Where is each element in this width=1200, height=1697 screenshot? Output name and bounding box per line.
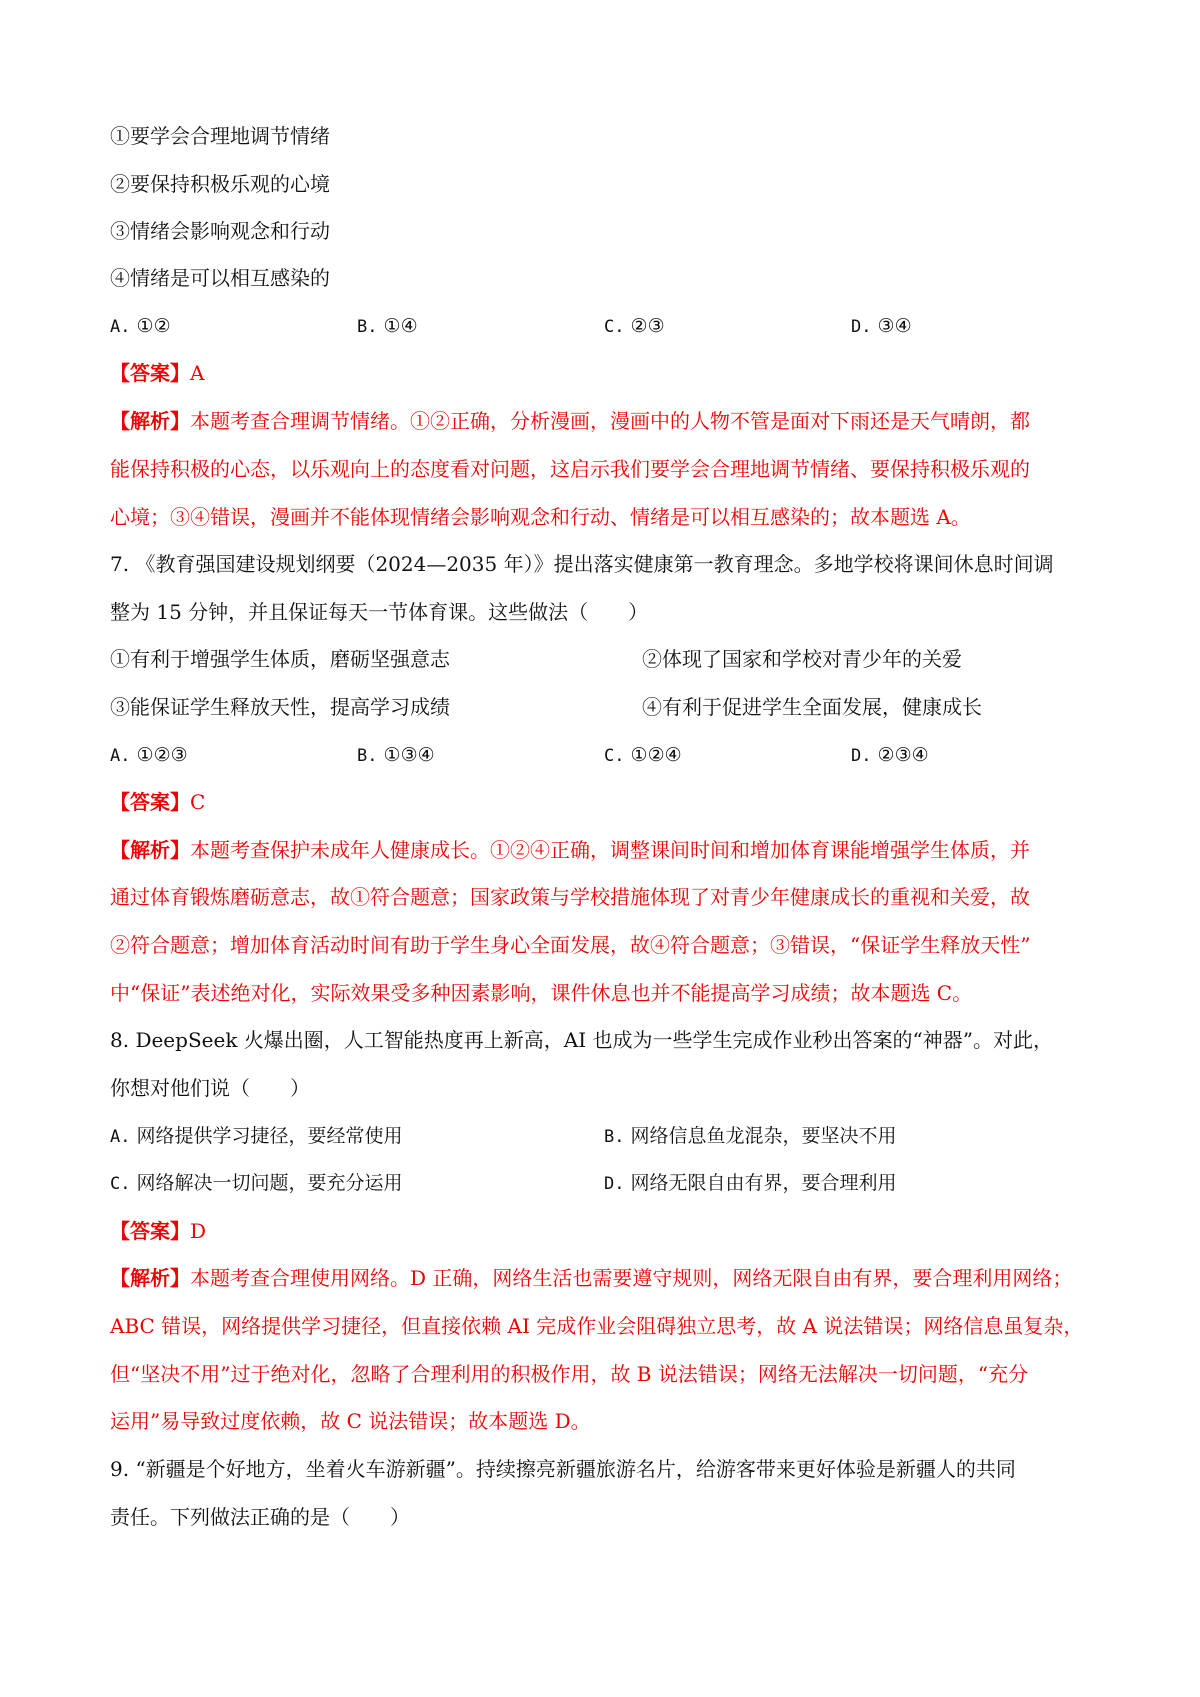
q6-option-d (851, 311, 912, 342)
option-text: ①③④ (383, 744, 435, 766)
option-letter: B. (604, 1127, 625, 1147)
q7-stem-line-2: 整为 15 分钟，并且保证每天一节体育课。这些做法（ ） (110, 600, 649, 624)
q7-option-c (604, 740, 682, 771)
q8-option-a (110, 1121, 403, 1152)
q8-analysis-line-1 (110, 1263, 1072, 1293)
q6-option-a (110, 311, 171, 342)
q7-statement-1: ①有利于增强学生体质，磨砺坚强意志 (110, 647, 450, 671)
option-letter: B. (357, 746, 378, 766)
q8-option-b (604, 1121, 897, 1152)
option-text: ①②④ (630, 744, 682, 766)
option-letter: C. (604, 317, 625, 337)
q7-statement-2: ②体现了国家和学校对青少年的关爱 (642, 647, 962, 671)
q7-stem-line-1: 7. 《教育强国建设规划纲要（2024—2035 年）》提出落实健康第一教育理念。多地学校将课间休息时间调 (110, 552, 1054, 576)
analysis-tag: 【解析】 (110, 1266, 190, 1290)
option-letter: A. (110, 1127, 131, 1147)
q6-statement-4: ④情绪是可以相互感染的 (110, 266, 330, 290)
q7-analysis-line-1 (110, 835, 1030, 865)
q6-answer (110, 358, 204, 388)
q7-option-d (851, 740, 929, 771)
option-letter: A. (110, 317, 131, 337)
q6-statement-1: ①要学会合理地调节情绪 (110, 124, 330, 148)
q8-analysis-line-2: ABC 错误，网络提供学习捷径，但直接依赖 AI 完成作业会阻碍独立思考，故 A 说法错误；网络信息虽复杂， (110, 1314, 1084, 1338)
answer-value: A (190, 361, 205, 385)
q7-analysis-line-2: 通过体育锻炼磨砺意志，故①符合题意；国家政策与学校措施体现了对青少年健康成长的重视和关爱，故 (110, 885, 1030, 909)
answer-value: D (190, 1219, 207, 1243)
option-text: 网络无限自由有界，要合理利用 (630, 1172, 897, 1194)
q7-answer (110, 787, 205, 817)
answer-tag: 【答案】 (110, 1219, 190, 1243)
answer-tag: 【答案】 (110, 361, 190, 385)
q8-analysis-line-3: 但“坚决不用”过于绝对化，忽略了合理利用的积极作用，故 B 说法错误；网络无法解决一切问题，“充分 (110, 1362, 1029, 1386)
q6-analysis-line-2: 能保持积极的心态，以乐观向上的态度看对问题，这启示我们要学会合理地调节情绪、要保持积极乐观的 (110, 457, 1030, 481)
analysis-text: 本题考查合理调节情绪。①②正确，分析漫画，漫画中的人物不管是面对下雨还是天气晴朗，都 (190, 409, 1030, 433)
q6-analysis-line-1 (110, 406, 1030, 436)
q9-stem-line-1: 9. “新疆是个好地方，坐着火车游新疆”。持续擦亮新疆旅游名片，给游客带来更好体验是新疆人的共同 (110, 1457, 1016, 1481)
q7-statement-3: ③能保证学生释放天性，提高学习成绩 (110, 695, 450, 719)
q6-statement-2: ②要保持积极乐观的心境 (110, 172, 330, 196)
option-text: 网络提供学习捷径，要经常使用 (136, 1125, 403, 1147)
analysis-tag: 【解析】 (110, 838, 190, 862)
q8-analysis-line-4: 运用”易导致过度依赖，故 C 说法错误；故本题选 D。 (110, 1409, 591, 1433)
q8-option-d (604, 1168, 897, 1199)
option-letter: D. (851, 317, 872, 337)
analysis-text: 本题考查合理使用网络。D 正确，网络生活也需要遵守规则，网络无限自由有界，要合理利用网络； (190, 1266, 1073, 1290)
option-text: ③④ (877, 315, 912, 337)
option-text: 网络解决一切问题，要充分运用 (136, 1172, 403, 1194)
option-text: 网络信息鱼龙混杂，要坚决不用 (630, 1125, 897, 1147)
q6-option-b (357, 311, 418, 342)
q8-stem-line-2: 你想对他们说（ ） (110, 1076, 310, 1100)
q6-analysis-line-3: 心境；③④错误，漫画并不能体现情绪会影响观念和行动、情绪是可以相互感染的；故本题选 A。 (110, 505, 971, 529)
option-text: ①④ (383, 315, 418, 337)
option-text: ①②③ (136, 744, 188, 766)
q8-option-c (110, 1168, 403, 1199)
option-letter: B. (357, 317, 378, 337)
analysis-text: 本题考查保护未成年人健康成长。①②④正确，调整课间时间和增加体育课能增强学生体质，并 (190, 838, 1030, 862)
answer-tag: 【答案】 (110, 790, 190, 814)
analysis-tag: 【解析】 (110, 409, 190, 433)
option-text: ②③④ (877, 744, 929, 766)
q8-stem-line-1: 8. DeepSeek 火爆出圈，人工智能热度再上新高，AI 也成为一些学生完成作业秒出答案的“神器”。对此， (110, 1028, 1053, 1052)
q7-option-b (357, 740, 435, 771)
q7-analysis-line-3: ②符合题意；增加体育活动时间有助于学生身心全面发展，故④符合题意；③错误，“保证学生释放天性” (110, 933, 1031, 957)
option-letter: C. (604, 746, 625, 766)
option-letter: D. (604, 1174, 625, 1194)
option-letter: A. (110, 746, 131, 766)
q6-option-c (604, 311, 665, 342)
option-letter: C. (110, 1174, 131, 1194)
q9-stem-line-2: 责任。下列做法正确的是（ ） (110, 1505, 410, 1529)
q7-statement-4: ④有利于促进学生全面发展，健康成长 (642, 695, 982, 719)
q8-answer (110, 1216, 206, 1246)
answer-value: C (190, 790, 206, 814)
option-text: ②③ (630, 315, 665, 337)
option-text: ①② (136, 315, 171, 337)
q7-option-a (110, 740, 188, 771)
q7-analysis-line-4: 中“保证”表述绝对化，实际效果受多种因素影响，课件休息也并不能提高学习成绩；故本题选 C。 (110, 981, 973, 1005)
option-letter: D. (851, 746, 872, 766)
q6-statement-3: ③情绪会影响观念和行动 (110, 219, 330, 243)
